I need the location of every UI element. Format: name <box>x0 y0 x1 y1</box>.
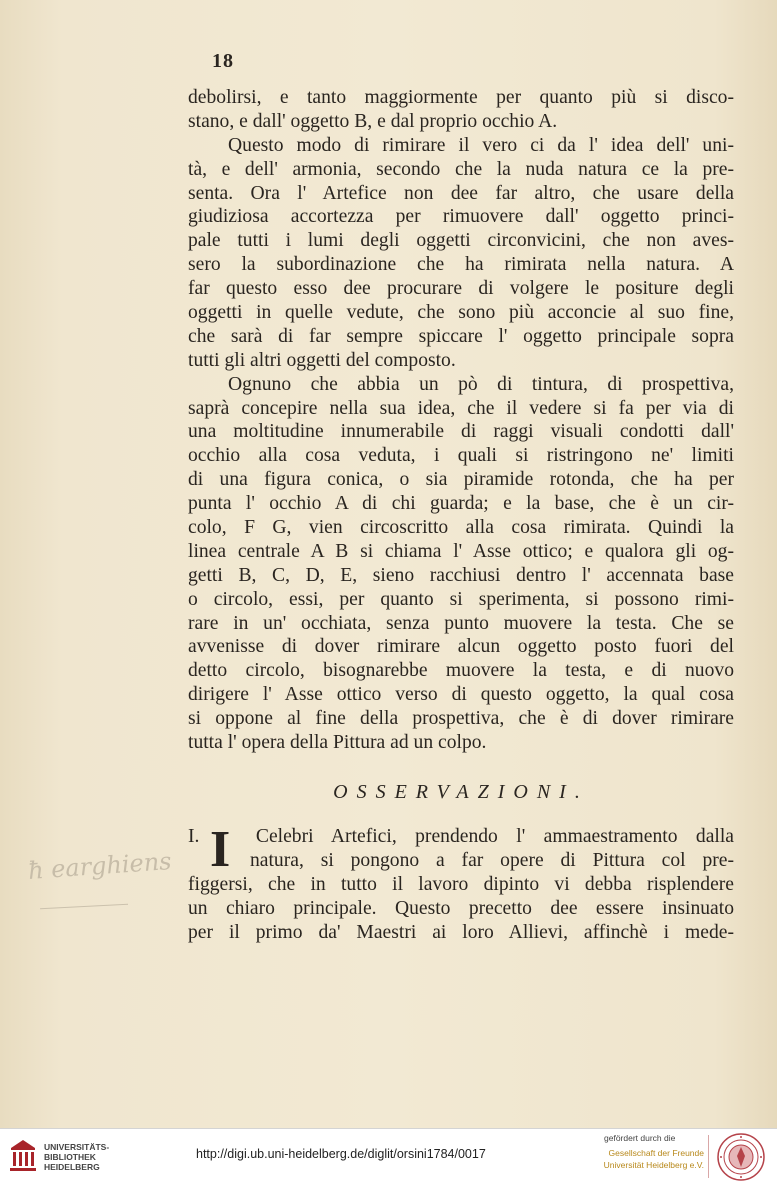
text-line: tutti gli altri oggetti del composto. <box>188 349 456 371</box>
text-line: colo, F G, vien circoscritto alla cosa rimirata. Quindi la <box>188 517 734 539</box>
text-line: detto circolo, bisognarebbe muovere la testa, e di nuovo <box>188 660 734 682</box>
text-line: avvenisse di dover rimirare alcun oggetto posto fuori del <box>188 636 734 658</box>
text-line: o circolo, essi, per quanto si sperimenta, si possono rimi- <box>188 588 734 610</box>
text-line: senta. Ora l' Artefice non dee far altro, che usare della <box>188 182 734 204</box>
library-name <box>44 1142 134 1172</box>
section-heading: OSSERVAZIONI. <box>333 780 589 803</box>
margin-pencil-line <box>40 904 128 910</box>
library-name-line: BIBLIOTHEK <box>44 1152 96 1162</box>
text-line: di una figura conica, o sia piramide rotonda, che ha per <box>188 469 734 491</box>
text-line: si oppone al fine della prospettiva, che è di dover rimirare <box>188 708 734 730</box>
permalink-url[interactable]: http://digi.ub.uni-heidelberg.de/diglit/orsini1784/0017 <box>196 1147 486 1161</box>
university-library-logo-icon[interactable] <box>8 1138 38 1174</box>
text-line: occhio alla cosa veduta, i quali si ristringono ne' limiti <box>188 445 734 467</box>
page-number: 18 <box>212 50 234 72</box>
text-line: punta l' occhio A di chi guarda; e la base, che è un cir- <box>188 493 734 515</box>
text-line: una moltitudine innumerabile di raggi visuali condotti dall' <box>188 421 734 443</box>
text-line: per il primo da' Maestri ai loro Allievi, affinchè i mede- <box>188 921 734 943</box>
funder-name-line: Gesellschaft der Freunde <box>608 1148 704 1158</box>
footer-divider <box>708 1135 709 1178</box>
funder-name[interactable] <box>588 1147 704 1171</box>
text-line: che sarà di far sempre spiccare l' oggetto principale sopra <box>188 325 734 347</box>
library-name-line: UNIVERSITÄTS- <box>44 1142 110 1152</box>
section-i-paragraph <box>188 820 734 944</box>
text-line: tà, e dell' armonia, secondo che la nuda natura ce la pre- <box>188 158 734 180</box>
text-line: saprà concepire nella sua idea, che il vedere si fa per via di <box>188 397 734 419</box>
funding-label: gefördert durch die <box>604 1133 676 1143</box>
text-line: linea centrale A B si chiama l' Asse ottico; e qualora gli og- <box>188 540 734 562</box>
text-line <box>188 825 734 849</box>
text-line: Ognuno che abbia un pò di tintura, di prospettiva, <box>228 373 734 395</box>
text-line: tutta l' opera della Pittura ad un colpo. <box>188 732 487 754</box>
text-line: getti B, C, D, E, sieno racchiusi dentro l' accennata base <box>188 564 734 586</box>
drop-cap: I <box>210 820 231 878</box>
section-number: I. <box>188 825 200 847</box>
margin-annotation: ħ earghiens <box>27 847 173 885</box>
text-line: natura, si pongono a far opere di Pittura col pre- <box>250 849 734 871</box>
text-line: rare in un' occhiata, senza punto muovere la testa. Che se <box>188 612 734 634</box>
university-seal-icon <box>716 1132 766 1182</box>
library-name-line: HEIDELBERG <box>44 1162 100 1172</box>
viewer-footer <box>0 1128 777 1184</box>
text-line: stano, e dall' oggetto B, e dal proprio occhio A. <box>188 110 558 132</box>
text-line: un chiaro principale. Questo precetto dee essere insinuato <box>188 897 734 919</box>
text-line: far questo esso dee procurare di volgere le positure degli <box>188 278 734 300</box>
text-line: debolirsi, e tanto maggiormente per quanto più si disco- <box>188 87 734 108</box>
text-line: pale tutti i lumi degli oggetti circonvicini, che non aves- <box>188 230 734 252</box>
text-line: giudiziosa accortezza per rimuovere dall' oggetto princi- <box>188 206 734 228</box>
funder-name-line: Universität Heidelberg e.V. <box>603 1160 704 1170</box>
text-line: sero la subordinazione che ha rimirata nella natura. A <box>188 254 734 276</box>
text-line: Questo modo di rimirare il vero ci da l' idea dell' uni- <box>228 134 734 156</box>
text-line: figgersi, che in tutto il lavoro dipinto vi debba risplendere <box>188 873 734 895</box>
body-text <box>188 86 734 944</box>
text-line-content: Celebri Artefici, prendendo l' ammaestramento dalla <box>255 825 734 847</box>
text-line: oggetti in quelle vedute, che sono più acconcie al suo fine, <box>188 302 734 324</box>
text-line: dirigere l' Asse ottico verso di questo oggetto, la qual cosa <box>188 684 734 706</box>
